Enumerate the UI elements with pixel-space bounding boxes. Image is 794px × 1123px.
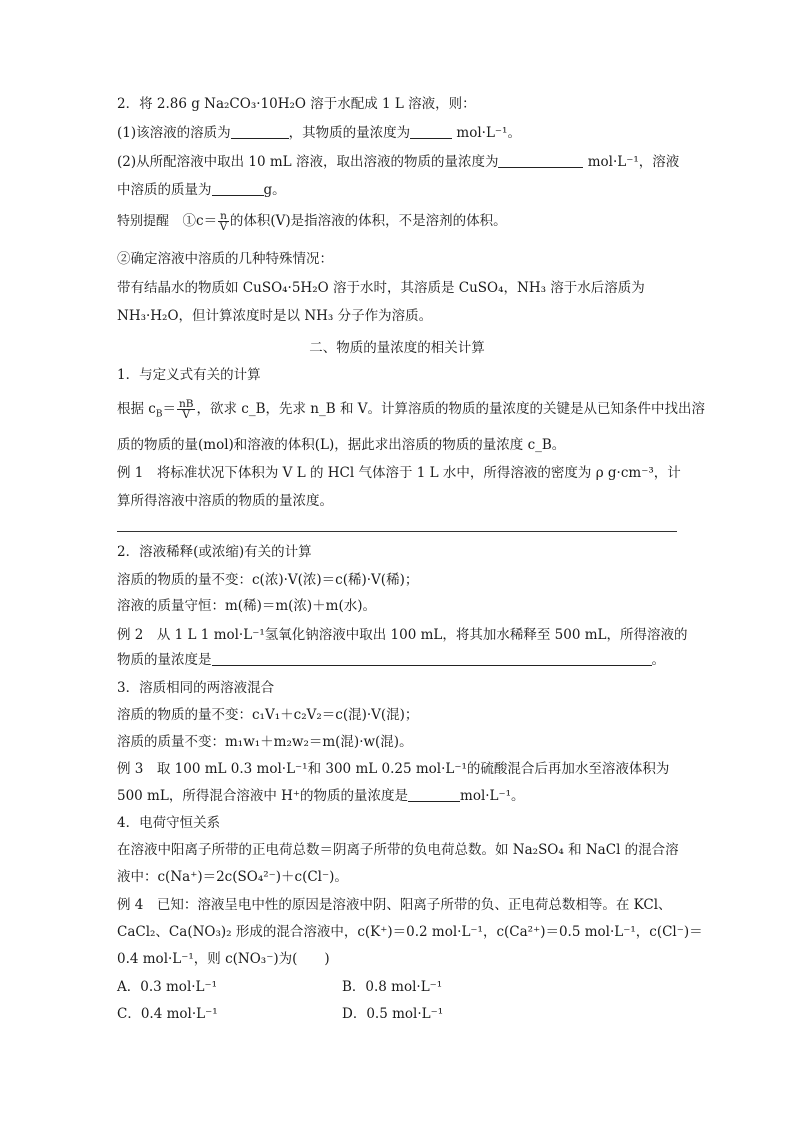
answer-blank-concentration[interactable]: [410, 124, 452, 139]
example-1-line-2: 算所得溶液中溶质的物质的量浓度。: [117, 493, 333, 509]
subsection-2-para-1: 溶质的物质的量不变：c(浓)·V(浓)＝c(稀)·V(稀)；: [117, 572, 419, 588]
q2-part1-text-b: ，其物质的量浓度为: [288, 125, 411, 141]
subsection-4-title: 4．电荷守恒关系: [117, 815, 221, 831]
subsection-3-para-2: 溶质的质量不变：m₁w₁＋m₂w₂＝m(混)·w(混)。: [117, 734, 413, 750]
example-4-line-1: 例 4 已知：溶液呈电中性的原因是溶液中阴、阳离子所带的负、正电荷总数相等。在 KCl、: [117, 897, 672, 913]
fraction-nb-over-v: $\frac{nB}{V}$: [178, 398, 194, 421]
tip-item1-suffix: 的体积(V)是指溶液的体积，不是溶剂的体积。: [229, 213, 507, 229]
answer-blank-mass[interactable]: [212, 181, 264, 196]
tip-item1-prefix: ①c＝: [182, 213, 218, 229]
q2-part1-text-c: mol·L⁻¹。: [452, 125, 521, 141]
fraction-n-over-v: $\frac{n}{V}$: [219, 210, 228, 233]
subsection-3-title: 3．溶质相同的两溶液混合: [117, 680, 275, 696]
option-d[interactable]: D．0.5 mol·L⁻¹: [342, 1006, 444, 1022]
answer-line-example-1[interactable]: [117, 531, 677, 532]
q2-part2-cont: [117, 181, 286, 199]
option-c[interactable]: C．0.4 mol·L⁻¹: [117, 1006, 218, 1022]
tip-item1: [117, 208, 507, 235]
q2-part2: [117, 153, 679, 171]
example-2-line-1: 例 2 从 1 L 1 mol·L⁻¹氢氧化钠溶液中取出 100 mL，将其加水稀释至 500 mL，所得溶液的: [117, 627, 688, 643]
example-1-line-1: 例 1 将标准状况下体积为 V L 的 HCl 气体溶于 1 L 水中，所得溶液的密度为 ρ g·cm⁻³，计: [117, 465, 681, 481]
q2-stem: 2．将 2.86 g Na₂CO₃·10H₂O 溶于水配成 1 L 溶液，则：: [117, 96, 476, 112]
q2-part2-text-c: 中溶质的质量为: [117, 182, 212, 198]
tip-item2: ②确定溶液中溶质的几种特殊情况：: [117, 251, 333, 267]
tip-label: 特别提醒: [117, 214, 170, 229]
q2-part2-text-d: g。: [263, 182, 286, 198]
answer-blank-solute[interactable]: [231, 124, 289, 139]
subsection-4-para-1: 在溶液中阳离子所带的正电荷总数＝阴离子所带的负电荷总数。如 Na₂SO₄ 和 NaCl 的混合溶: [117, 842, 679, 858]
subsection-1-title: 1．与定义式有关的计算: [117, 367, 261, 383]
option-b[interactable]: B．0.8 mol·L⁻¹: [342, 979, 443, 995]
example-2-line-2: 物质的量浓度是 。: [117, 652, 665, 668]
subsection-1-para-1: 根据 $c_B=$ $\frac{nB}{V}$ ，欲求 c_B，先求 n_B 和 V。计算溶质的物质的量浓度的关键是从已知条件中找出溶: [117, 398, 705, 421]
example-3-line-2: 500 mL，所得混合溶液中 H⁺的物质的量浓度是 mol·L⁻¹。: [117, 788, 525, 804]
q2-part1: [117, 124, 521, 142]
subsection-2-title: 2．溶液稀释(或浓缩)有关的计算: [117, 544, 312, 560]
subsection-3-para-1: 溶质的物质的量不变：c₁V₁＋c₂V₂＝c(混)·V(混)；: [117, 707, 419, 723]
q2-part1-text-a: (1)该溶液的溶质为: [117, 125, 231, 141]
tip-item4: NH₃·H₂O，但计算浓度时是以 NH₃ 分子作为溶质。: [117, 308, 433, 324]
subsection-4-para-2: 液中：c(Na⁺)＝2c(SO₄²⁻)＋c(Cl⁻)。: [117, 869, 348, 885]
answer-blank-example-2[interactable]: [212, 651, 652, 666]
tip-item3: 带有结晶水的物质如 CuSO₄·5H₂O 溶于水时，其溶质是 CuSO₄，NH₃ 溶于水后溶质为: [117, 280, 645, 296]
subsection-2-para-2: 溶液的质量守恒：m(稀)＝m(浓)＋m(水)。: [117, 598, 377, 614]
answer-blank-taken-concentration[interactable]: [498, 153, 583, 168]
subsection-1-para-2: 质的物质的量(mol)和溶液的体积(L)，据此求出溶质的物质的量浓度 c_B。: [117, 437, 566, 453]
example-3-line-1: 例 3 取 100 mL 0.3 mol·L⁻¹和 300 mL 0.25 mol·L⁻¹的硫酸混合后再加水至溶液体积为: [117, 761, 670, 777]
q2-part2-text-b: mol·L⁻¹，溶液: [583, 154, 680, 170]
q2-part2-text-a: (2)从所配溶液中取出 10 mL 溶液，取出溶液的物质的量浓度为: [117, 154, 499, 170]
section-title: 二、物质的量浓度的相关计算: [309, 340, 485, 356]
example-4-line-3: 0.4 mol·L⁻¹，则 c(NO₃⁻)为( ): [117, 951, 330, 967]
option-a[interactable]: A．0.3 mol·L⁻¹: [117, 979, 218, 995]
answer-blank-example-3[interactable]: [408, 787, 460, 802]
example-4-line-2: CaCl₂、Ca(NO₃)₂ 形成的混合溶液中，c(K⁺)＝0.2 mol·L⁻¹，c(Ca²⁺)＝0.5 mol·L⁻¹，c(Cl⁻)＝: [117, 924, 703, 940]
